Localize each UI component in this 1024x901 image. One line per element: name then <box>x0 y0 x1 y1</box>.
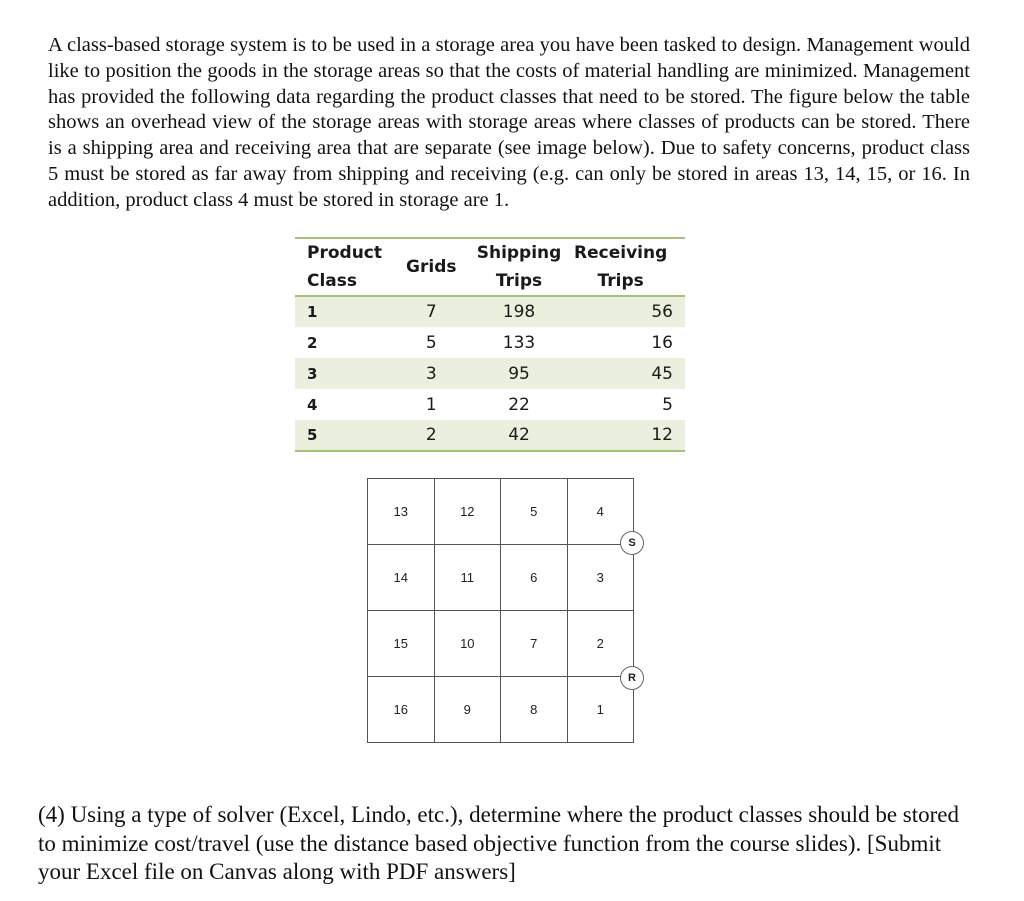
storage-area-cell: 4 <box>567 479 633 545</box>
storage-area-cell: 6 <box>501 545 567 611</box>
storage-area-cell: 3 <box>567 545 633 611</box>
storage-area-cell: 15 <box>368 611 435 677</box>
table-row <box>295 296 685 327</box>
storage-area-cell: 5 <box>501 479 567 545</box>
grid-row <box>368 545 634 611</box>
table-header-row <box>295 238 685 296</box>
question-4-text: (4) Using a type of solver (Excel, Lindo, etc.), determine where the product classes should be stored to minimize cost/travel (use the distance based objective function from the course slides). [Submit your Excel file on Canvas along with PDF answers] <box>38 802 959 884</box>
cell-shipping-trips: 133 <box>502 332 536 353</box>
header-grids: Grids <box>406 257 457 277</box>
grid-row <box>368 677 634 743</box>
cell-product-class: 2 <box>307 333 318 352</box>
cell-grids: 5 <box>425 332 437 353</box>
grid-row <box>368 611 634 677</box>
storage-area-cell: 10 <box>434 611 501 677</box>
storage-area-cell: 1 <box>567 677 633 743</box>
table-row <box>295 327 685 358</box>
cell-shipping-trips: 198 <box>502 302 536 322</box>
cell-receiving-trips: 5 <box>662 394 673 415</box>
storage-area-cell: 2 <box>567 611 633 677</box>
cell-grids: 1 <box>425 394 437 415</box>
cell-product-class: 3 <box>307 364 318 383</box>
product-class-table <box>295 237 685 452</box>
cell-shipping-trips: 22 <box>508 394 530 415</box>
cell-grids: 7 <box>425 302 437 322</box>
header-product-class: Product Class <box>307 243 382 291</box>
table-row <box>295 389 685 420</box>
grid-row <box>368 479 634 545</box>
storage-area-cell: 16 <box>368 677 435 743</box>
cell-receiving-trips: 12 <box>651 425 673 445</box>
cell-grids: 2 <box>425 425 437 445</box>
cell-receiving-trips: 45 <box>651 363 673 384</box>
problem-intro-paragraph: A class-based storage system is to be used in a storage area you have been tasked to design. Management would like to position the goods in the storage areas so that the costs of material handling are minimized. Management has provided the following data regarding the product classes that need to be stored. The figure below the table shows an overhead view of the storage areas with storage areas where classes of products can be stored. There is a shipping area and receiving area that are separate (see image below). Due to safety concerns, product class 5 must be stored as far away from shipping and receiving (e.g. can only be stored in areas 13, 14, 15, or 16. In addition, product class 4 must be stored in storage are 1. <box>48 34 970 211</box>
storage-area-cell: 14 <box>368 545 435 611</box>
table-row <box>295 358 685 389</box>
cell-product-class: 1 <box>307 303 318 321</box>
storage-area-cell: 12 <box>434 479 501 545</box>
cell-product-class: 4 <box>307 395 318 414</box>
header-receiving-trips: Receiving Trips <box>574 243 668 291</box>
cell-product-class: 5 <box>307 426 318 444</box>
cell-shipping-trips: 42 <box>508 425 530 445</box>
storage-area-cell: 8 <box>501 677 567 743</box>
cell-receiving-trips: 16 <box>651 332 673 353</box>
cell-grids: 3 <box>425 363 437 384</box>
shipping-marker: S <box>620 531 644 555</box>
storage-area-cell: 11 <box>434 545 501 611</box>
storage-layout-grid <box>367 478 634 743</box>
storage-area-cell: 9 <box>434 677 501 743</box>
storage-area-cell: 7 <box>501 611 567 677</box>
cell-receiving-trips: 56 <box>651 302 673 322</box>
table-row <box>295 420 685 451</box>
header-shipping-trips: Shipping Trips <box>476 243 562 291</box>
storage-area-cell: 13 <box>368 479 435 545</box>
receiving-marker: R <box>620 666 644 690</box>
cell-shipping-trips: 95 <box>508 363 530 384</box>
